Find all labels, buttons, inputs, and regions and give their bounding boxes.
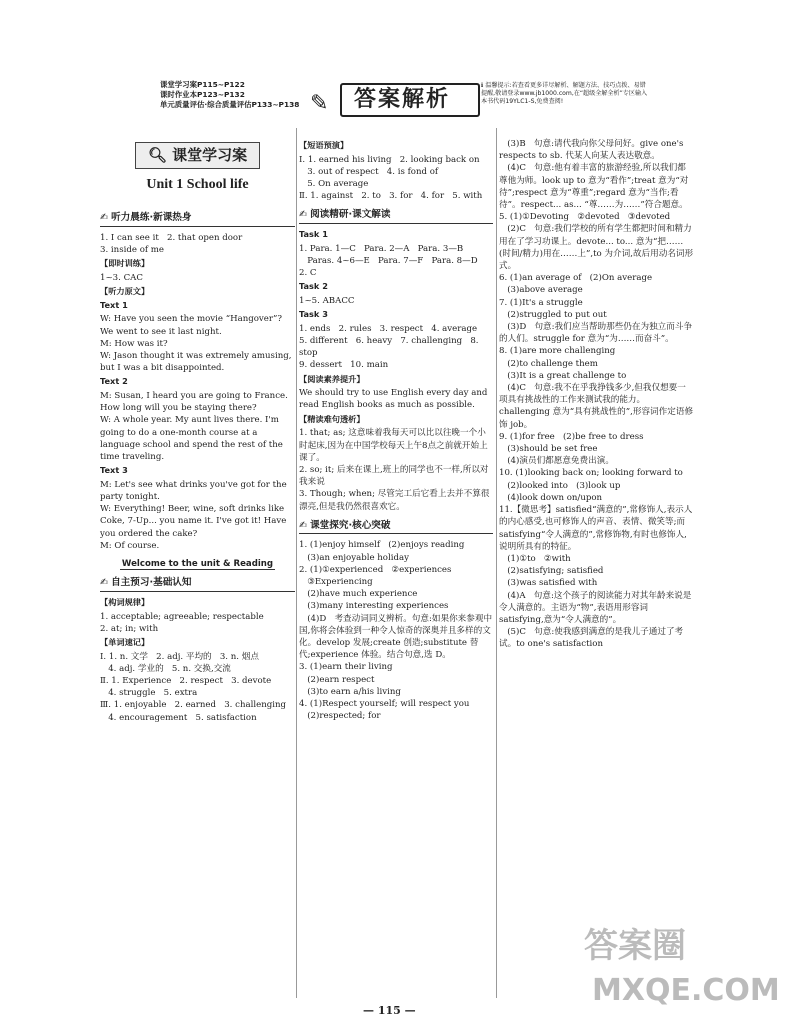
sub-heading: Text 1 [100,299,128,310]
column-divider [296,128,297,998]
answer-line: 2. C [299,268,317,279]
answer-line: (4)C 句意:他有着丰富的旅游经验,所以我们都尊他为师。look up to 意为“看作”;treat 意为“对待”;respect 意为“尊重”;regard 意为“当作;看待”。respect... as... “尊……为……”符合题意。 [499,163,689,211]
section-heading: ✍ 听力晨练·新课热身 [100,211,295,227]
column-3 [499,138,694,651]
answer-line: M: Susan, I heard you are going to France. How long will you be staying there? [100,390,291,414]
ref-line: 课时作业本P123~P132 [160,90,245,100]
answer-line: 7. (1)It's a struggle [499,297,583,308]
answer-line: 1. that; as; 这意味着我每天可以比以往晚一个小时起床,因为在中国学校每天上午8点之前就开始上课了。 [299,428,488,463]
answer-line: (3)should be set free [499,444,598,455]
lesson-heading [100,558,295,570]
answer-line: Paras. 4~6—E Para. 7—F Para. 8—D [299,255,478,266]
answer-line: 1~3. CAC [100,272,143,283]
page-number: — 115 — [363,1004,416,1017]
answer-line: (2)struggled to put out [499,309,607,320]
answer-line: (3)It is a great challenge to [499,370,627,381]
answer-line: (5)C 句意:使我感到满意的是我儿子通过了考试。to one's satisfaction [499,627,684,650]
lesson-heading-text: Welcome to the unit & Reading [121,559,274,570]
column-divider [496,128,497,998]
answer-line: (3)an enjoyable holiday [299,552,409,563]
section-heading: ✍ 课堂探究·核心突破 [299,519,493,535]
answer-line: 2. (1)①experienced ②experiences [299,564,452,575]
answer-line: (2)looked into (3)look up [499,480,621,491]
sub-heading: 【构词规律】 [100,596,150,607]
answer-line: (4)D 考查动词同义辨析。句意:如果你来参观中国,你将会体验到一种令人惊奇的深奥并且多样的文化。develop 发展;create 创造;substitute 替代;experience 体验。结合句意,选 D。 [299,613,493,661]
section-banner [100,142,295,169]
answer-line: 4. encouragement 5. satisfaction [100,712,257,723]
answer-line: (4)look down on/upon [499,492,603,503]
answer-line: 4. (1)Respect yourself; will respect you [299,698,470,709]
answer-line: Ⅲ. 1. enjoyable 2. earned 3. challenging [100,700,287,711]
answer-line: W: A whole year. My aunt lives there. I'm going to do a one-month course at a language school and spend the rest of the time traveling. [100,415,286,462]
answer-line: 2. at; in; with [100,623,159,634]
answer-line: (2)C 句意:我们学校的所有学生都把时间和精力用在了学习功课上。devote... to... 意为“把……(时间/精力)用在……上”,to 为介词,故后用动名词形式。 [499,224,694,272]
sub-heading: 【短语预演】 [299,140,349,150]
column-2 [299,138,493,722]
answer-line: 5. (1)①Devoting ②devoted ③devoted [499,212,671,223]
answer-line: ③Experiencing [299,576,373,587]
answer-line: (2)earn respect [299,674,375,685]
answer-line: M: How was it? [100,338,168,349]
sub-heading: Task 1 [299,229,328,240]
section-heading: ✍ 阅读精研·课文解读 [299,208,493,224]
answer-line: (3)B 句意:请代我向你父母问好。give one's respects to sb. 代某人向某人表达敬意。 [499,139,687,162]
answer-line: (4)C 句意:我不在乎我挣钱多少,但我仅想要一项具有挑战性的工作来测试我的能力。challenging 意为“具有挑战性的”,形容词作定语修饰 job。 [499,383,694,430]
answer-line: Ⅱ. 1. Experience 2. respect 3. devote [100,675,272,686]
sub-heading: Text 2 [100,376,128,387]
answer-line: 3. out of respect 4. is fond of [299,166,439,177]
answer-line: 4. adj. 学业的 5. n. 交换,交流 [100,663,231,674]
answer-line: W: Have you seen the movie “Hangover”? We went to see it last night. [100,314,285,337]
column-1 [100,138,295,724]
watermark-url: MXQE.COM [592,973,780,1008]
tip-text: 温馨提示:若查看更多详尽解析、解题方法、技巧点拨、易错提醒,敬请登录www.jb1000.com,在“超级全解全析”专区输入本书代码19YLC1-S,免费查阅! [481,82,648,106]
answer-line: M: Let's see what drinks you've got for the party tonight. [100,479,290,503]
tip-box [481,82,651,106]
answer-line: (3)D 句意:我们应当帮助那些仍在为独立而斗争的人们。struggle for 意为“为……而奋斗”。 [499,322,693,345]
answer-line: 1. acceptable; agreeable; respectable [100,611,264,622]
tip-icon: ℹ [481,82,484,89]
section-banner-title: 课堂学习案 [172,146,248,164]
sub-heading: Text 3 [100,465,128,476]
answer-line: (2)have much experience [299,589,418,600]
answer-line: (2)satisfying; satisfied [499,566,604,577]
answer-line: (4)A 句意:这个孩子的阅读能力对其年龄来说是令人满意的。主语为“物”,表语用形容词 satisfying,意为“令人满意的”。 [499,590,692,625]
watermark-line1: 答案圈 [584,926,686,966]
answer-line: 1. Para. 1—C Para. 2—A Para. 3—B [299,243,464,254]
header-refs [160,80,299,111]
unit-title: Unit 1 School life [146,177,249,193]
answer-line: 1. ends 2. rules 3. respect 4. average [299,323,478,334]
answer-line: (3)many interesting experiences [299,601,449,612]
answer-line: 8. (1)are more challenging [499,346,616,357]
answer-line: W: Jason thought it was extremely amusing, but I was a bit disappointed. [100,350,295,374]
watermark [584,926,686,966]
answer-line: 11.【微思考】satisfied“满意的”,常修饰人,表示人的内心感受,也可修饰人的声音、表情、微笑等;而 satisfying“令人满意的”,常修饰物,有时也修饰人,说明所具有的特征。 [499,505,693,552]
answer-line: 5. different 6. heavy 7. challenging 8. stop [299,336,482,359]
answer-line: 2. so; it; 后来在课上,班上的同学也不一样,所以对我来说 [299,464,489,488]
sub-heading: 【精读难句透析】 [299,413,365,424]
sub-heading: 【阅读素养提升】 [299,373,365,384]
answer-line: 3. Though; when; 尽管完工后它看上去并不算很漂亮,但是我仍然很喜欢它。 [299,489,490,512]
sub-heading: 【听力原文】 [100,286,150,297]
sub-heading: Task 2 [299,281,328,292]
search-icon: 🔍︎ [147,146,173,164]
answer-line: 3. inside of me [100,244,165,255]
answer-line: 4. struggle 5. extra [100,688,198,699]
answer-header-banner [310,82,476,118]
answer-line: 10. (1)looking back on; looking forward to [499,468,683,479]
answer-line: M: Of course. [100,540,160,551]
answer-line: 9. dessert 10. main [299,360,389,371]
header-title: 答案解析 [354,87,451,112]
answer-line: W: Everything! Beer, wine, soft drinks like Coke, 7-Up... you name it. I've got it! Have you ordered the cake? [100,504,290,539]
section-heading: ✍ 自主预习·基础认知 [100,576,295,592]
answer-line: (1)①to ②with [499,553,571,564]
answer-line: Ⅰ. 1. earned his living 2. looking back on [299,154,480,165]
answer-line: (2)respected; for [299,711,381,722]
pencil-icon: ✎ [310,91,329,116]
sub-heading: 【即时训练】 [100,258,150,269]
answer-line: 1~5. ABACC [299,295,355,306]
answer-line: 3. (1)earn their living [299,662,393,673]
answer-line: (3)to earn a/his living [299,686,401,697]
sub-heading: 【单词速记】 [100,636,150,647]
sub-heading: Task 3 [299,309,328,320]
answer-line: 9. (1)for free (2)be free to dress [499,431,644,442]
answer-line: 5. On average [299,179,369,190]
answer-line: 6. (1)an average of (2)On average [499,273,653,284]
answer-line: Ⅱ. 1. against 2. to 3. for 4. for 5. with [299,191,483,202]
answer-line: (2)to challenge them [499,358,598,369]
answer-line: We should try to use English every day and read English books as much as possible. [299,388,491,411]
answer-line: (3)was satisfied with [499,578,598,589]
answer-line: Ⅰ. 1. n. 文学 2. adj. 平均的 3. n. 烟点 [100,651,259,662]
ref-line: 单元质量评估·综合质量评估P133~P138 [160,100,300,110]
ref-line: 课堂学习案P115~P122 [160,80,245,89]
answer-line: 1. (1)enjoy himself (2)enjoys reading [299,540,465,551]
answer-line: (4)演员们都愿意免费出演。 [499,456,614,467]
answer-line: (3)above average [499,285,583,296]
answer-line: 1. I can see it 2. that open door [100,232,243,243]
